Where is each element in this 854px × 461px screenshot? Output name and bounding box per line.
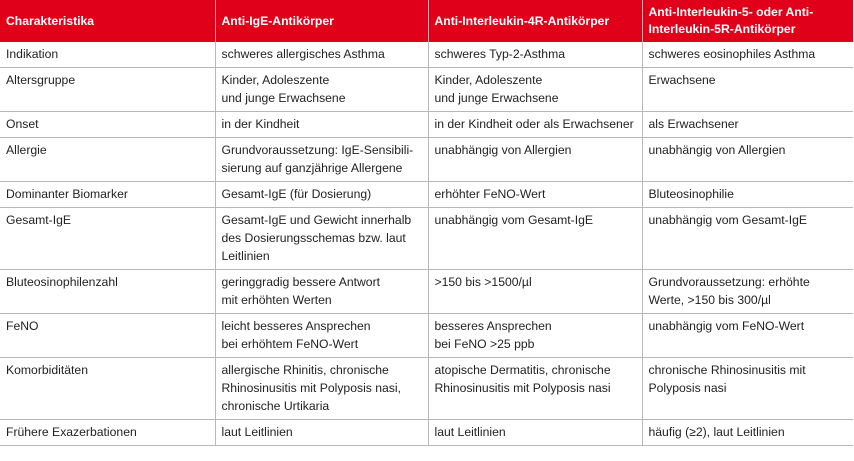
header-cell-characteristic: Charakteristika	[0, 0, 215, 42]
table-cell: in der Kindheit	[215, 112, 428, 138]
row-label: Altersgruppe	[0, 68, 215, 112]
table-row	[0, 68, 853, 112]
header-row	[0, 0, 853, 42]
table-cell: häufig (≥2), laut Leitlinien	[642, 420, 853, 446]
table-cell: schweres eosinophiles Asthma	[642, 42, 853, 68]
table-cell: geringgradig bessere Antwort mit erhöhten Werten	[215, 270, 428, 314]
row-label: Allergie	[0, 138, 215, 182]
table-row	[0, 42, 853, 68]
table-row	[0, 358, 853, 420]
table-cell: Grundvoraussetzung: IgE-Sensibili- sierung auf ganzjährige Allergene	[215, 138, 428, 182]
table-cell: schweres Typ-2-Asthma	[428, 42, 642, 68]
table-row	[0, 112, 853, 138]
table-cell: erhöhter FeNO-Wert	[428, 182, 642, 208]
table-cell: unabhängig von Allergien	[428, 138, 642, 182]
table-cell: Grundvoraussetzung: erhöhte Werte, >150 bis 300/µl	[642, 270, 853, 314]
table-row	[0, 182, 853, 208]
table-row	[0, 138, 853, 182]
table-cell: Bluteosinophilie	[642, 182, 853, 208]
table-cell: besseres Ansprechen bei FeNO >25 ppb	[428, 314, 642, 358]
row-label: FeNO	[0, 314, 215, 358]
table-cell: unabhängig vom Gesamt-IgE	[428, 208, 642, 270]
table-cell: schweres allergisches Asthma	[215, 42, 428, 68]
header-cell-anti-il4r: Anti-Interleukin-4R-Antikörper	[428, 0, 642, 42]
table-cell: als Erwachsener	[642, 112, 853, 138]
table-cell: in der Kindheit oder als Erwachsener	[428, 112, 642, 138]
row-label: Onset	[0, 112, 215, 138]
row-label: Dominanter Biomarker	[0, 182, 215, 208]
row-label: Bluteosinophilenzahl	[0, 270, 215, 314]
table-cell: unabhängig von Allergien	[642, 138, 853, 182]
table-cell: Gesamt-IgE und Gewicht innerhalb des Dosierungsschemas bzw. laut Leitlinien	[215, 208, 428, 270]
table-cell: unabhängig vom Gesamt-IgE	[642, 208, 853, 270]
table-cell: Gesamt-IgE (für Dosierung)	[215, 182, 428, 208]
table-cell: atopische Dermatitis, chronische Rhinosinusitis mit Polyposis nasi	[428, 358, 642, 420]
table-row	[0, 420, 853, 446]
table-cell: unabhängig vom FeNO-Wert	[642, 314, 853, 358]
table-cell: Erwachsene	[642, 68, 853, 112]
table-cell: laut Leitlinien	[428, 420, 642, 446]
table-cell: laut Leitlinien	[215, 420, 428, 446]
table-cell: leicht besseres Ansprechen bei erhöhtem FeNO-Wert	[215, 314, 428, 358]
table-row	[0, 270, 853, 314]
table-cell: Kinder, Adoleszente und junge Erwachsene	[428, 68, 642, 112]
table-cell: Kinder, Adoleszente und junge Erwachsene	[215, 68, 428, 112]
row-label: Indikation	[0, 42, 215, 68]
row-label: Frühere Exazerbationen	[0, 420, 215, 446]
table-cell: >150 bis >1500/µl	[428, 270, 642, 314]
row-label: Komorbiditäten	[0, 358, 215, 420]
table-row	[0, 208, 853, 270]
table-cell: chronische Rhinosinusitis mit Polyposis nasi	[642, 358, 853, 420]
table-cell: allergische Rhinitis, chronische Rhinosinusitis mit Polyposis nasi, chronische Urtikaria	[215, 358, 428, 420]
row-label: Gesamt-IgE	[0, 208, 215, 270]
header-cell-anti-ige: Anti-IgE-Antikörper	[215, 0, 428, 42]
table-row	[0, 314, 853, 358]
header-cell-anti-il5: Anti-Interleukin-5- oder Anti-Interleukin-5R-Antikörper	[642, 0, 853, 42]
